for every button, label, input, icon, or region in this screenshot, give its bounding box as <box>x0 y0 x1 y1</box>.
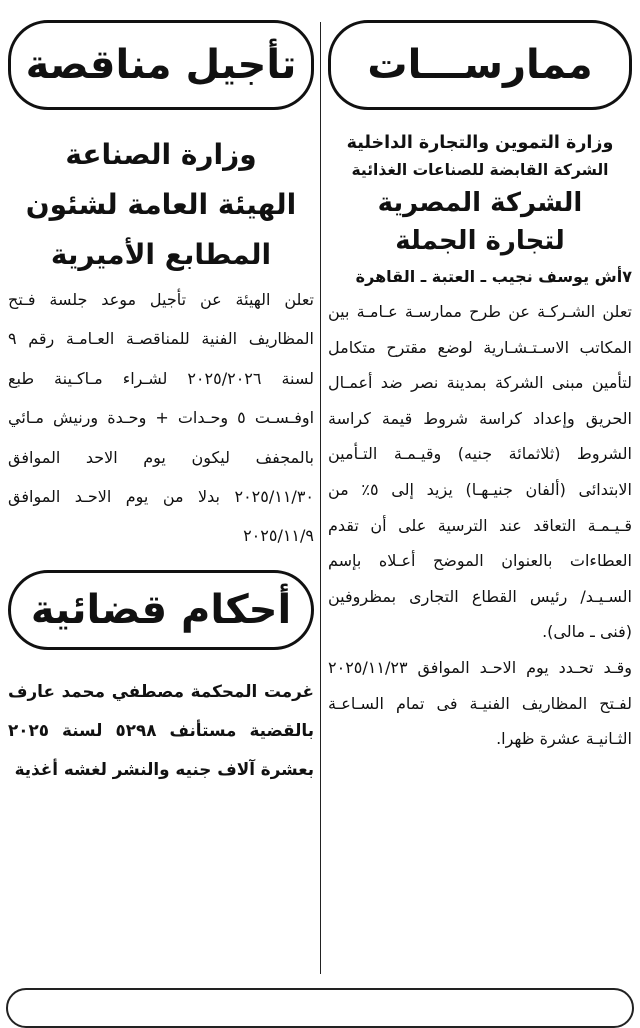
left-column <box>8 20 314 789</box>
holding-company: الشركة القابضة للصناعات الغذائية <box>351 161 609 179</box>
court-verdict-text: غرمت المحكمة مصطفي محمد عارف بالقضية مستأنف ٥٢٩٨ لسنة ٢٠٢٥ بعشرة آلاف جنيه والنشر لغشه أغذية <box>8 680 314 779</box>
postponement-text: تعلن الهيئة عن تأجيل موعد جلسة فـتح المظاريف الفنية للمناقصـة العـامـة رقم ٩ لسنة ٢٠٢٥/٢٠٢٦ لشـراء مـاكـينة طبع اوفـسـت ٥ وحـدات + وحـدة ورنيش مـائي بالمجفف ليكون يوم الاحد الموافق ٢٠٢٥/١١/٣٠ بدلا من يوم الاحـد الموافق ٢٠٢٥/١١/٩ <box>8 290 315 546</box>
authority-line2: المطابع الأميرية <box>50 238 272 271</box>
column-divider <box>320 22 321 974</box>
authority-line1: الهيئة العامة لشئون <box>25 188 297 221</box>
right-column <box>328 20 632 757</box>
section-badge-practices: ممارســـات <box>328 20 632 110</box>
company-address: ٧أش يوسف نجيب ـ العتبة ـ القاهرة <box>355 267 632 286</box>
practice-announcement-text: تعلن الشـركـة عن طرح ممارسـة عـامـة بين المكاتب الاسـتـشـارية لوضع مقترح متكامل لتأمين مبنى الشركة بمدينة نصر ضد أعمـال الحريق وإعداد كراسة شروط قيمة كراسة الشروط (ثلاثمائة جنيه) وقيـمـة التـأمين الابتدائى (ألفان جنيـهـا) يزيد إلى ٥٪ من قـيـمـة التعاقد عند الترسية على أن تقدم العطاءات بالعنوان الموضح أعـلاه بإسم السـيـد/ رئيس القطاع التجارى بمظروفين (فنى ـ مالى). <box>328 302 632 642</box>
next-section-frame <box>6 988 634 1028</box>
practice-date-text: وقـد تحـدد يوم الاحـد الموافق ٢٠٢٥/١١/٢٣ لفـتح المظاريف الفنيـة فى تمام السـاعـة الثـانيـة عشرة ظهرا. <box>328 657 632 749</box>
section-badge-tender-postponement: تأجيل مناقصة <box>8 20 314 110</box>
ministry-industry: وزارة الصناعة <box>65 138 257 171</box>
ministry-supply: وزارة التموين والتجارة الداخلية <box>346 133 614 153</box>
company-name-line2: لتجارة الجملة <box>395 226 565 256</box>
section-badge-court-rulings: أحكام قضائية <box>8 570 314 650</box>
company-name-line1: الشركة المصرية <box>377 188 583 218</box>
